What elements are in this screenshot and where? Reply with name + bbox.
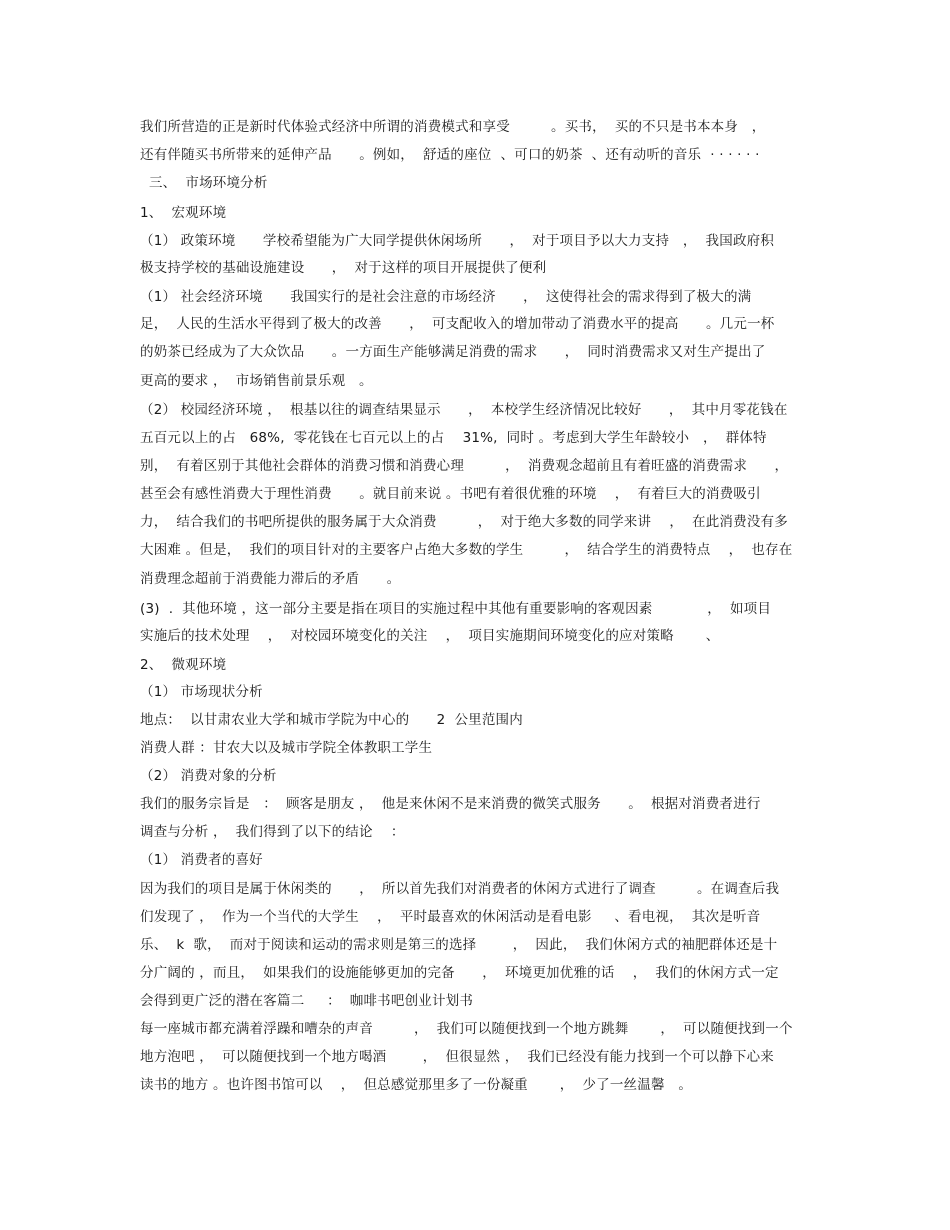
text-line: 还有伴随买书所带来的延伸产品 。例如， 舒适的座位 、可口的奶茶 、还有动听的音乐 · · · · · · (140, 147, 760, 163)
text-line: 们发现了 ， 作为一个当代的大学生 ， 平时最喜欢的休闲活动是看电影 、看电视， 其次是听音 (140, 909, 761, 925)
text-line: 足， 人民的生活水平得到了极大的改善 ， 可支配收入的增加带动了消费水平的提高 。几元一杯 (140, 316, 775, 332)
text-line: 乐、 k 歌， 而对于阅读和运动的需求则是第三的选择 ， 因此， 我们休闲方式的袖肥群体还是十 (140, 937, 778, 953)
text-line: 因为我们的项目是属于休闲类的 ， 所以首先我们对消费者的休闲方式进行了调查 。在调查后我 (140, 881, 780, 897)
text-line: (3) . 其他环境 ，这一部分主要是指在项目的实施过程中其他有重要影响的客观因素 ， 如项目 (140, 601, 772, 617)
text-line: 消费人群 ：甘农大以及城市学院全体教职工学生 (140, 740, 433, 756)
text-line: 的奶茶已经成为了大众饮品 。一方面生产能够满足消费的需求 ， 同时消费需求又对生产提出了 (140, 344, 766, 360)
text-line: 地点： 以甘肃农业大学和城市学院为中心的 2 公里范围内 (140, 712, 523, 728)
text-line: （1） 社会经济环境 我国实行的是社会注意的市场经济 ， 这使得社会的需求得到了极大的满 (140, 289, 752, 305)
text-line: 调查与分析 ， 我们得到了以下的结论 ： (140, 824, 405, 840)
text-line: （2） 校园经济环境 ， 根基以往的调查结果显示 ， 本校学生经济情况比较好 ， 其中月零花钱在 (140, 402, 788, 418)
text-line: 我们所营造的正是新时代体验式经济中所谓的消费模式和享受 。买书， 买的不只是书本本身 ， (140, 119, 766, 135)
text-line: （1） 政策环境 学校希望能为广大同学提供休闲场所 ， 对于项目予以大力支持 ， 我国政府积 (140, 233, 775, 249)
text-line: 甚至会有感性消费大于理性消费 。就目前来说 。书吧有着很优雅的环境 ， 有着巨大的消费吸引 (140, 486, 761, 502)
text-line: 地方泡吧 ， 可以随便找到一个地方喝酒 ， 但很显然 ， 我们已经没有能力找到一个可以静下心来 (140, 1049, 775, 1065)
text-line: （2） 消费对象的分析 (140, 768, 277, 784)
text-line: 会得到更广泛的潜在客篇二 ： 咖啡书吧创业计划书 (140, 993, 474, 1009)
text-line: 读书的地方 。也许图书馆可以 ， 但总感觉那里多了一份凝重 ， 少了一丝温馨 。 (140, 1077, 693, 1093)
text-line: 分广阔的 ，而且， 如果我们的设施能够更加的完备 ， 环境更加优雅的话 ， 我们的休闲方式一定 (140, 965, 779, 981)
text-line: 别， 有着区别于其他社会群体的消费习惯和消费心理 ， 消费观念超前且有着旺盛的消费需求 ， (140, 458, 789, 474)
text-line: 五百元以上的占 68%, 零花钱在七百元以上的占 31%, 同时 。考虑到大学生年龄较小 ， 群体特 (140, 430, 767, 446)
subsection-heading: 1、 宏观环境 (140, 205, 227, 221)
text-line: 大困难 。但是， 我们的项目针对的主要客户占绝大多数的学生 ， 结合学生的消费特点 ， 也存在 (140, 542, 793, 558)
text-line: 更高的要求 ， 市场销售前景乐观 。 (140, 373, 373, 389)
text-line: （1） 市场现状分析 (140, 684, 263, 700)
text-line: 消费理念超前于消费能力滞后的矛盾 。 (140, 571, 401, 587)
text-line: 每一座城市都充满着浮躁和嘈杂的声音 ， 我们可以随便找到一个地方跳舞 ， 可以随便找到一个 (140, 1021, 793, 1037)
text-line: 极支持学校的基础设施建设 ， 对于这样的项目开展提供了便利 (140, 260, 547, 276)
subsection-heading: 2、 微观环境 (140, 657, 227, 673)
section-heading: 三、 市场环境分析 (140, 175, 268, 191)
text-line: 我们的服务宗旨是 ： 顾客是朋友 ， 他是来休闲不是来消费的微笑式服务 。 根据对消费者进行 (140, 796, 761, 812)
text-line: （1） 消费者的喜好 (140, 852, 263, 868)
text-line: 力， 结合我们的书吧所提供的服务属于大众消费 ， 对于绝大多数的同学来讲 ， 在此消费没有多 (140, 514, 788, 530)
text-line: 实施后的技术处理 ， 对校园环境变化的关注 ， 项目实施期间环境变化的应对策略 、 (140, 628, 720, 644)
